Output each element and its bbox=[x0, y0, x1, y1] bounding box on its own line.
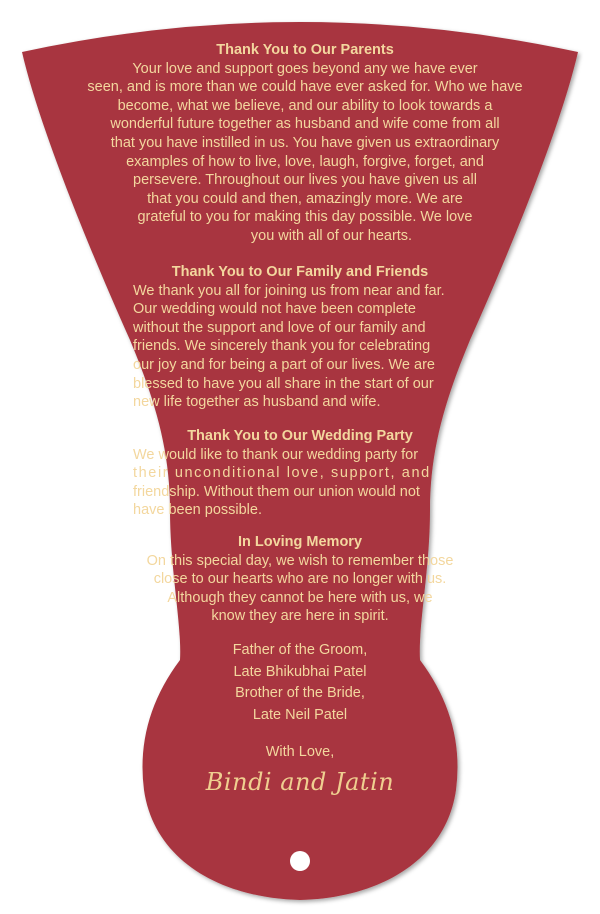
memory-line: know they are here in spirit. bbox=[211, 608, 389, 625]
parents-text bbox=[70, 60, 540, 246]
family-line: new life together as husband and wife. bbox=[133, 394, 381, 411]
family-line: our joy and for being a part of our lives. We are bbox=[133, 356, 435, 373]
family-line: We thank you all for joining us from near and far. bbox=[133, 282, 445, 299]
memorial-name-line: Father of the Groom, bbox=[232, 642, 368, 658]
parents-line: seen, and is more than we could have ever asked for. Who we have bbox=[87, 79, 523, 96]
parents-line: persevere. Throughout our lives you have given us all bbox=[133, 172, 477, 189]
memory-heading: In Loving Memory bbox=[237, 534, 363, 550]
wedding-party-section bbox=[125, 427, 475, 520]
memory-line: On this special day, we wish to remember those bbox=[146, 552, 454, 569]
parents-line: become, what we believe, and our ability to look towards a bbox=[117, 97, 493, 114]
memorial-names bbox=[150, 640, 450, 726]
memory-line: close to our hearts who are no longer with us. bbox=[153, 571, 447, 588]
memory-text bbox=[125, 552, 475, 626]
wedding-party-line: We would like to thank our wedding party for bbox=[133, 446, 419, 463]
parents-line: you with all of our hearts. bbox=[250, 227, 413, 244]
wedding-party-heading: Thank You to Our Wedding Party bbox=[187, 428, 413, 444]
memorial-name-line: Late Neil Patel bbox=[252, 706, 348, 723]
parents-section bbox=[70, 41, 540, 246]
parents-line: wonderful future together as husband and wife come from all bbox=[110, 116, 500, 133]
parents-line: grateful to you for making this day possible. We love bbox=[137, 209, 473, 226]
wedding-party-text bbox=[125, 446, 475, 520]
family-heading: Thank You to Our Family and Friends bbox=[171, 264, 429, 280]
family-line: without the support and love of our family and bbox=[133, 319, 426, 336]
family-section bbox=[125, 263, 475, 412]
wedding-party-line: friendship. Without them our union would not bbox=[133, 483, 420, 500]
parents-line: examples of how to live, love, laugh, forgive, forget, and bbox=[126, 153, 484, 170]
parents-line: Your love and support goes beyond any we have ever bbox=[132, 60, 478, 77]
couple-signature: Bindi and Jatin bbox=[205, 768, 395, 796]
memory-line: Although they cannot be here with us, we bbox=[167, 589, 433, 606]
parents-heading: Thank You to Our Parents bbox=[216, 42, 394, 58]
family-line: Our wedding would not have been complete bbox=[133, 301, 416, 318]
family-line: blessed to have you all share in the start of our bbox=[133, 375, 434, 392]
memorial-name-line: Late Bhikubhai Patel bbox=[233, 663, 367, 680]
parents-line: that you could and then, amazingly more. We are bbox=[147, 190, 463, 207]
wedding-party-line: have been possible. bbox=[133, 502, 262, 519]
wedding-party-line: their unconditional love, support, and bbox=[133, 465, 431, 482]
parents-line: that you have instilled in us. You have given us extraordinary bbox=[110, 134, 500, 151]
memorial-name-line: Brother of the Bride, bbox=[235, 685, 365, 701]
family-text bbox=[125, 282, 475, 412]
closing-with-love: With Love, bbox=[265, 744, 335, 760]
memory-section bbox=[125, 533, 475, 626]
family-line: friends. We sincerely thank you for celebrating bbox=[133, 338, 431, 355]
